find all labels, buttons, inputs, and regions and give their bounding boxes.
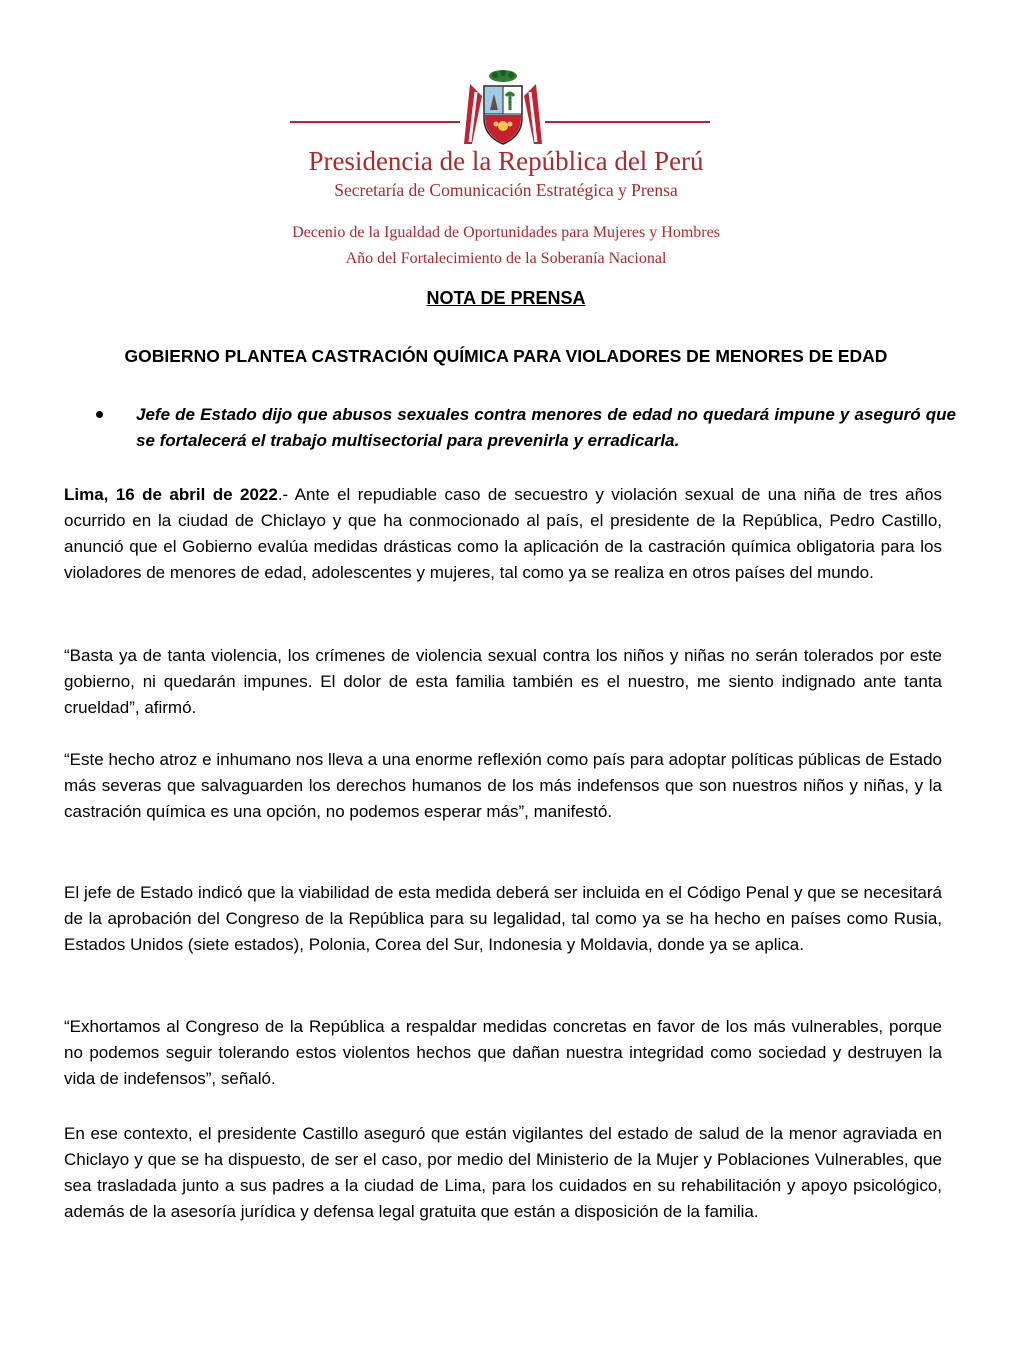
institution-subtitle: Secretaría de Comunicación Estratégica y Prensa: [334, 180, 678, 200]
bullet-dot-icon: [96, 411, 103, 418]
body-paragraph: [64, 482, 942, 586]
coat-of-arms-icon: [460, 66, 546, 148]
body-paragraph: “Exhortamos al Congreso de la República a respaldar medidas concretas en favor de los más vulnerables, porque no podemos seguir tolerando estos violentos hechos que dañan nuestra integridad como sociedad y destruyen la vida de indefensos”, señaló.: [64, 1017, 942, 1088]
letterhead-rule-right: [545, 121, 710, 123]
document-type-label: NOTA DE PRENSA: [426, 288, 586, 308]
decade-name: Decenio de la Igualdad de Oportunidades para Mujeres y Hombres: [292, 224, 720, 241]
headline: GOBIERNO PLANTEA CASTRACIÓN QUÍMICA PARA VIOLADORES DE MENORES DE EDAD: [124, 346, 888, 366]
year-name: Año del Fortalecimiento de la Soberanía Nacional: [345, 250, 667, 267]
institution-title: Presidencia de la República del Perú: [308, 146, 704, 176]
summary-bullet-text: Jefe de Estado dijo que abusos sexuales contra menores de edad no quedará impune y aseguró que se fortalecerá el trabajo multisectorial para prevenirla y erradicarla.: [136, 405, 956, 450]
body-paragraph: “Este hecho atroz e inhumano nos lleva a una enorme reflexión como país para adoptar políticas públicas de Estado más severas que salvaguarden los derechos humanos de los más indefensos que son nuestros niños y niñas, y la castración química es una opción, no podemos esperar más”, manifestó.: [64, 750, 942, 821]
body-paragraph: En ese contexto, el presidente Castillo aseguró que están vigilantes del estado de salud de la menor agraviada en Chiclayo y que se ha dispuesto, de ser el caso, por medio del Ministerio de la Mujer y Poblaciones Vulnerables, que sea trasladada junto a sus padres a la ciudad de Lima, para los cuidados en su rehabilitación y apoyo psicológico, además de la asesoría jurídica y defensa legal gratuita que están a disposición de la familia.: [64, 1124, 942, 1221]
paragraph-text: .- Ante el repudiable caso de secuestro y violación sexual de una niña de tres años ocurrido en la ciudad de Chiclayo y que ha conmocionado al país, el presidente de la República, Pedro Castillo, anunció que el Gobierno evalúa medidas drásticas como la aplicación de la castración química obligatoria para los violadores de menores de edad, adolescentes y mujeres, tal como ya se realiza en otros países del mundo.: [64, 485, 942, 582]
body-paragraph: “Basta ya de tanta violencia, los crímenes de violencia sexual contra los niños y niñas no serán tolerados por este gobierno, ni quedarán impunes. El dolor de esta familia también es el nuestro, me siento indignado ante tanta crueldad”, afirmó.: [64, 646, 942, 717]
body-paragraph: El jefe de Estado indicó que la viabilidad de esta medida deberá ser incluida en el Código Penal y que se necesitará de la aprobación del Congreso de la República para su legalidad, tal como ya se ha hecho en países como Rusia, Estados Unidos (siete estados), Polonia, Corea del Sur, Indonesia y Moldavia, donde ya se aplica.: [64, 883, 942, 954]
summary-bullet: [96, 402, 956, 454]
letterhead: [0, 0, 1012, 280]
dateline: Lima, 16 de abril de 2022: [64, 485, 278, 504]
letterhead-rule-left: [290, 121, 460, 123]
